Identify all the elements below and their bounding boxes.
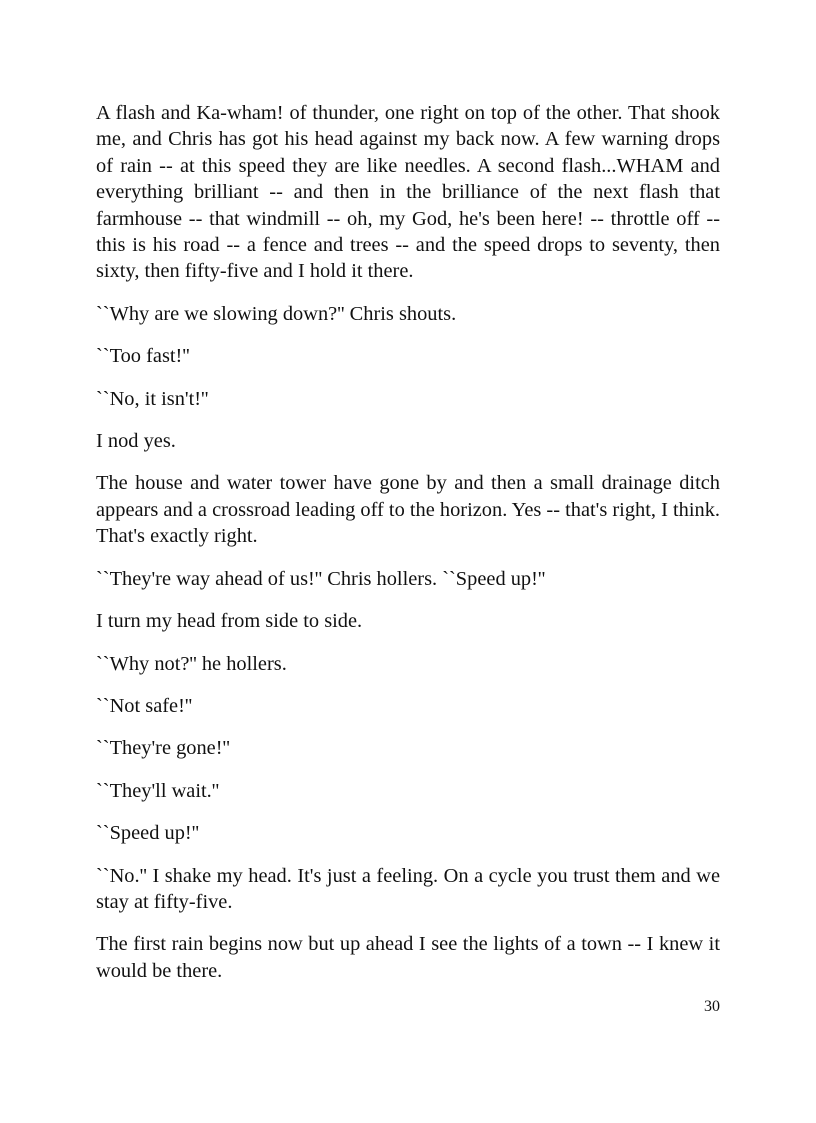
paragraph-too-fast: ``Too fast!'' [96, 345, 190, 368]
paragraph-not-safe: ``Not safe!'' [96, 694, 193, 717]
page-number: 30 [704, 998, 720, 1015]
paragraph-thunder: A flash and Ka-wham! of thunder, one right on top of the other. That shook me, and Chris has got his head against my back now. A few warning drops of rain -- at this speed they are like needles. A second flash...WHAM and everything brilliant -- and then in the brilliance of the next flash that farmhouse -- that windmill -- oh, my God, he's been here! -- throttle off -- this is his road -- a fence and trees -- and the speed drops to seventy, then sixty, then fifty-five and I hold it there. [96, 102, 720, 283]
paragraph-nod-yes: I nod yes. [96, 430, 176, 453]
paragraph-speed-up: ``Speed up!'' [96, 822, 200, 845]
paragraph-house-and-tower: The house and water tower have gone by and then a small drainage ditch appears and a crossroad leading off to the horizon. Yes -- that's right, I think. That's exactly right. [96, 472, 720, 548]
paragraph-no-it-isnt: ``No, it isn't!'' [96, 387, 209, 410]
paragraph-turn-head: I turn my head from side to side. [96, 610, 363, 633]
paragraph-why-not: ``Why not?'' he hollers. [96, 652, 287, 675]
paragraph-slowing-down: ``Why are we slowing down?'' Chris shouts. [96, 302, 457, 325]
paragraph-way-ahead: ``They're way ahead of us!'' Chris hollers. ``Speed up!'' [96, 567, 546, 590]
paragraph-theyll-wait: ``They'll wait.'' [96, 779, 220, 802]
paragraph-theyre-gone: ``They're gone!'' [96, 737, 230, 760]
paragraph-shake-head: ``No.'' I shake my head. It's just a feeling. On a cycle you trust them and we stay at fifty-five. [96, 864, 720, 913]
page-body [96, 100, 720, 1000]
paragraph-first-rain: The first rain begins now but up ahead I see the lights of a town -- I knew it would be there. [96, 933, 720, 982]
